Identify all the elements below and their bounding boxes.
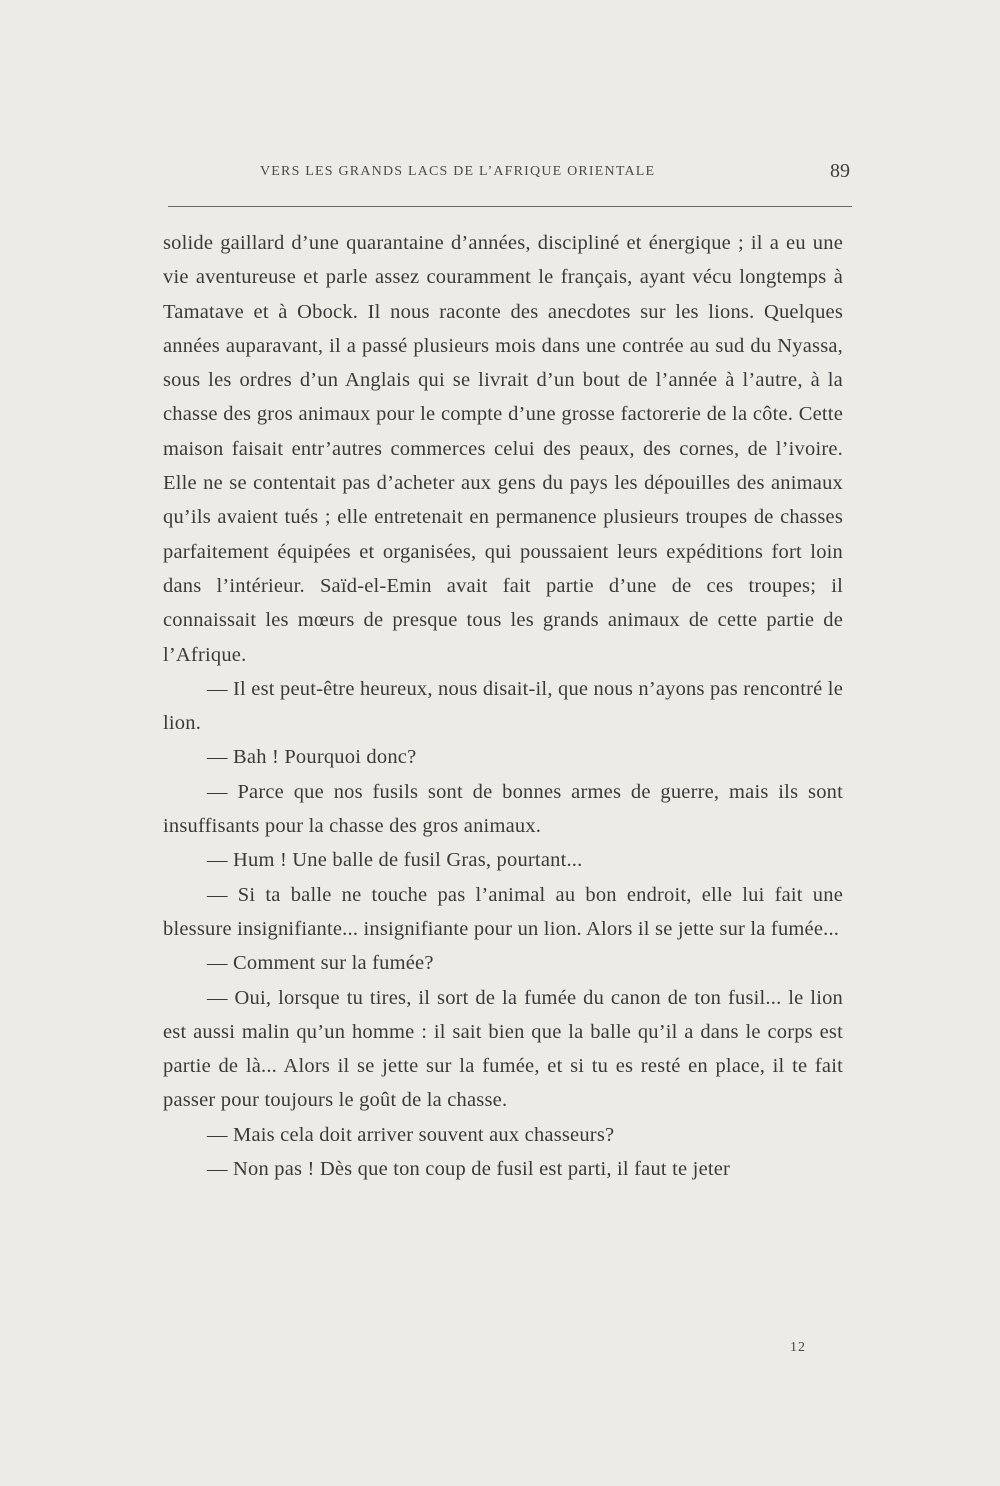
header-rule — [168, 206, 852, 207]
running-head — [168, 160, 852, 190]
paragraph: — Il est peut-être heureux, nous disait-il, que nous n’ayons pas rencontré le lion. — [163, 677, 843, 735]
signature-mark: 12 — [790, 1340, 806, 1355]
paragraph: — Comment sur la fumée? — [207, 952, 434, 975]
body-text — [163, 226, 843, 1186]
paragraph: — Hum ! Une balle de fusil Gras, pourtant... — [207, 849, 583, 872]
paragraph: — Oui, lorsque tu tires, il sort de la fumée du canon de ton fusil... le lion est aussi malin qu’un homme : il sait bien que la balle qu’il a dans le corps est partie de là... Alors il se jette sur la fumée, et si tu es resté en place, il te fait passer pour toujours le goût de la chasse. — [163, 986, 843, 1112]
paragraph: — Si ta balle ne touche pas l’animal au bon endroit, elle lui fait une blessure insignifiante... insignifiante pour un lion. Alors il se jette sur la fumée... — [163, 883, 843, 940]
running-title: VERS LES GRANDS LACS DE L’AFRIQUE ORIENTALE — [260, 164, 656, 179]
paragraph: — Mais cela doit arriver souvent aux chasseurs? — [207, 1123, 615, 1146]
paragraph: — Parce que nos fusils sont de bonnes armes de guerre, mais ils sont insuffisants pour la chasse des gros animaux. — [163, 780, 843, 838]
paragraph: — Non pas ! Dès que ton coup de fusil est parti, il faut te jeter — [207, 1158, 731, 1181]
paragraph: — Bah ! Pourquoi donc? — [207, 746, 417, 769]
page-number: 89 — [830, 160, 850, 182]
paragraph: solide gaillard d’une quarantaine d’années, discipliné et énergique ; il a eu une vie aventureuse et parle assez couramment le français, ayant vécu longtemps à Tamatave et à Obock. Il nous raconte des anecdotes sur les lions. Quelques années auparavant, il a passé plusieurs mois dans une contrée au sud du Nyassa, sous les ordres d’un Anglais qui se livrait d’un bout de l’année à l’autre, à la chasse des gros animaux pour le compte d’une grosse factorerie de la côte. Cette maison faisait entr’autres commerces celui des peaux, des cornes, de l’ivoire. Elle ne se contentait pas d’acheter aux gens du pays les dépouilles des animaux qu’ils avaient tués ; elle entretenait en permanence plusieurs troupes de chasses parfaitement équipées et organisées, qui poussaient leurs expéditions fort loin dans l’intérieur. Saïd-el-Emin avait fait partie d’une de ces troupes; il connaissait les mœurs de presque tous les grands animaux de cette partie de l’Afrique. — [163, 232, 843, 666]
